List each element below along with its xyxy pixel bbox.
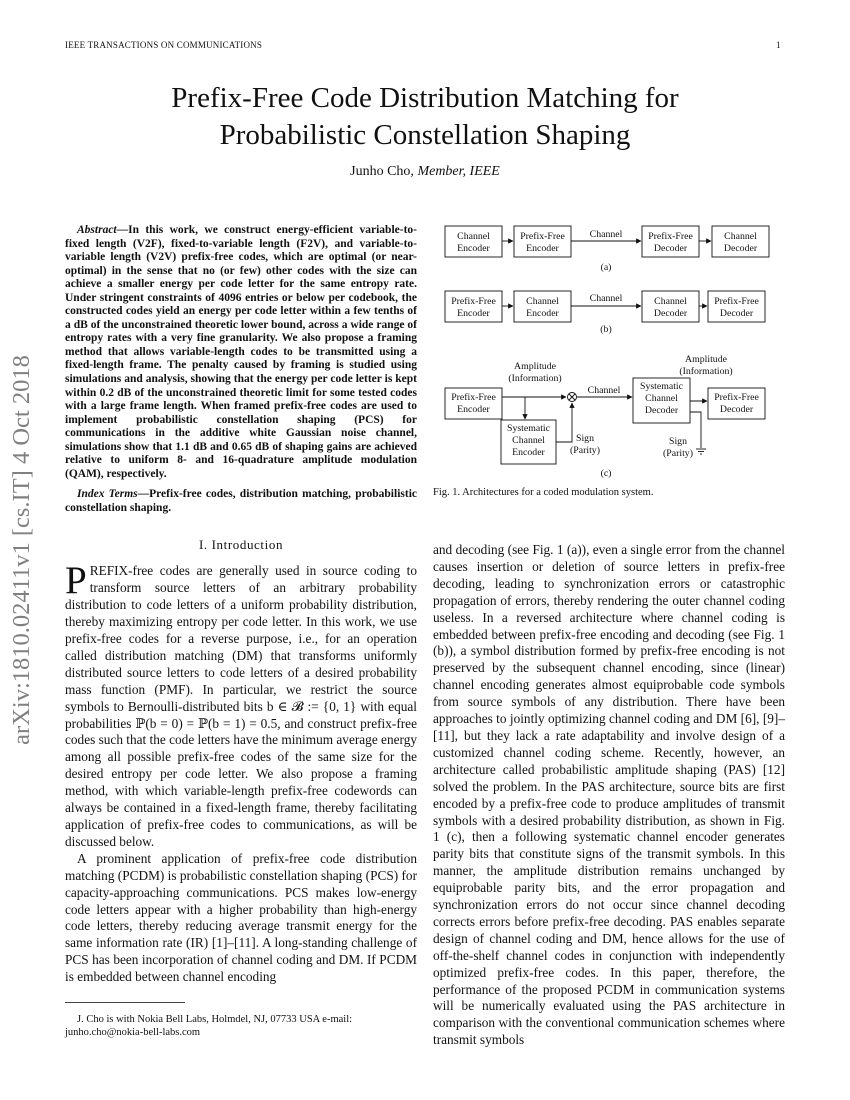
- c-amp-left-l1: Amplitude: [514, 361, 556, 372]
- c-sd-l1: Systematic: [640, 381, 683, 392]
- c-sign-right-l1: Sign: [669, 436, 687, 447]
- b-b3-l2: Decoder: [653, 308, 688, 319]
- c-sign-left-l2: (Parity): [570, 445, 600, 456]
- b-b4-l1: Prefix-Free: [714, 296, 759, 307]
- intro-p1-text: REFIX-free codes are generally used in source coding to transform source letters of an arbitrary probability distribution to code letters of a uniform probability distribution, thereby maximizing entropy per code letter. In this work, we use prefix-free codes for a reverse purpose, i.e., for an operation called distribution matching (DM) that transforms uniformly distributed source letters to code letters of a desired probability mass function (PMF). In particular, we restrict the source symbols to Bernoulli-distributed bits b ∈ 𝓑 := {0, 1} with equal probabilities ℙ(b = 0) = ℙ(b = 1) = 0.5, and construct prefix-free codes such that the code letters have the minimum average energy among all possible prefix-free codes of the same size for the desired entropy per code letter. We also propose a framing method, with which variable-length prefix-free codewords can always be contained in a fixed-length frame, thereby facilitating application of prefix-free codes to communications, as will be discussed below.: [65, 563, 417, 849]
- c-pfe-l1: Prefix-Free: [451, 392, 496, 403]
- paper-title: [0, 80, 850, 154]
- a-b2-l1: Prefix-Free: [520, 231, 565, 242]
- page-number: 1: [776, 40, 781, 50]
- drop-cap: P: [65, 559, 87, 603]
- c-amp-right-l1: Amplitude: [685, 354, 727, 365]
- c-sd-l2: Channel: [645, 393, 678, 404]
- abstract-label: Abstract: [77, 224, 117, 236]
- author-role: Member, IEEE: [417, 164, 500, 179]
- abstract-text: —In this work, we construct energy-efficient variable-to-fixed length (V2F), fixed-to-variable length (F2V), and variable-to-variable length (V2V) prefix-free codes, which are optimal (or near-optimal) in the sense that no (or few) other codes with the size can achieve a smaller energy per code letter for the same entropy rate. Under stringent constraints of 4096 entries or below per codebook, the constructed codes yield an energy per code letter within a few tenths of a dB of the unconstrained theoretic lower bound, across a wide range of entropy rates with a very fine granularity. We also propose a framing method that allows variable-length codes to be transmitted using a fixed-length frame. The penalty caused by framing is studied using simulations and analysis, showing that the energy per code letter is kept within 0.2 dB of the unconstrained theoretic limit for some tested codes with a large frame length. When framed prefix-free codes are used to implement probabilistic constellation shaping (PCS) for communications in the additive white Gaussian noise channel, simulations show that 1.1 dB and 0.65 dB of shaping gains are achieved relative to uniform 8- and 16-quadrature amplitude modulation (QAM), respectively.: [65, 224, 417, 480]
- left-column: [65, 224, 417, 986]
- c-pfd-l1: Prefix-Free: [714, 392, 759, 403]
- b-b1-l2: Encoder: [457, 308, 490, 319]
- section-heading: I. Introduction: [198, 537, 284, 553]
- b-b1-l1: Prefix-Free: [451, 296, 496, 307]
- c-pfe-l2: Encoder: [457, 404, 490, 415]
- index-terms-label: Index Terms: [77, 488, 138, 501]
- a-sublabel: (a): [600, 262, 612, 273]
- c-se-l1: Systematic: [507, 423, 550, 434]
- arxiv-id: arXiv:1810.02411v1 [cs.IT] 4 Oct 2018: [8, 355, 35, 745]
- title-line-1: Prefix-Free Code Distribution Matching for: [171, 82, 679, 114]
- c-se-l3: Encoder: [512, 447, 545, 458]
- c-se-l2: Channel: [512, 435, 545, 446]
- right-column: [433, 542, 785, 1049]
- b-b3-l1: Channel: [654, 296, 687, 307]
- c-channel-label: Channel: [587, 385, 621, 396]
- c-sign-left-l1: Sign: [576, 433, 594, 444]
- title-line-2: Probabilistic Constellation Shaping: [219, 119, 631, 151]
- b-sublabel: (b): [600, 324, 612, 335]
- author-name: Junho Cho,: [350, 164, 418, 179]
- b-b2-l2: Encoder: [526, 308, 559, 319]
- a-channel-label: Channel: [589, 229, 623, 240]
- b-b4-l2: Decoder: [719, 308, 754, 319]
- c-sd-l3: Decoder: [644, 405, 679, 416]
- c-sign-right-l2: (Parity): [663, 448, 693, 459]
- a-b3-l1: Prefix-Free: [648, 231, 693, 242]
- c-amp-right-l2: (Information): [679, 366, 733, 377]
- b-channel-label: Channel: [589, 293, 623, 304]
- footnote: J. Cho is with Nokia Bell Labs, Holmdel, NJ, 07733 USA e-mail: junho.cho@nokia-bell-labs.com: [65, 1014, 353, 1038]
- right-paragraph: and decoding (see Fig. 1 (a)), even a single error from the channel causes insertion or deletion of source letters in prefix-free decoding, leading to synchronization errors or catastrophic propagation of errors, thereby rendering the outer channel coding useless. In a reversed architecture where channel coding is embedded between prefix-free encoding and decoding (see Fig. 1 (b)), a symbol distribution formed by prefix-free encoding is not preserved by the subsequent channel encoding, since (linear) channel encoding generates almost equiprobable code symbols from source symbols of any distribution. There have been approaches to jointly optimizing channel coding and DM [6], [9]–[11], but they lack a rate adaptability and involve design of a customized channel coding scheme. Recently, however, an architecture called probabilistic amplitude shaping (PAS) [12] solved the problem. In the PAS architecture, source bits are first encoded by a prefix-free code to produce amplitudes of transmit symbols with a desired probability distribution, as shown in Fig. 1 (c), then a following systematic channel encoder generates parity bits that constitute signs of the transmit symbols. In this manner, the amplitude distribution remains unchanged by equiprobable parity bits, and the error propagation and synchronization errors do not occur since channel decoding corrects errors before prefix-free decoding. PAS enables separate design of channel coding and DM, hence allows for the use of off-the-shelf channel codes in conjunction with independently optimized prefix-free codes. In this paper, therefore, the performance of the proposed PCDM in communication systems will be numerically evaluated using the PAS architecture in comparison with the conventional communication schemes where transmit symbols: [433, 542, 785, 1048]
- a-b3-l2: Decoder: [653, 243, 688, 254]
- index-terms-text: —Prefix-free codes, distribution matching, probabilistic constellation shaping.: [65, 488, 417, 514]
- index-terms: [65, 488, 417, 515]
- author-line: [0, 164, 850, 180]
- journal-header: IEEE TRANSACTIONS ON COMMUNICATIONS: [65, 40, 263, 50]
- footnote-rule: [65, 1002, 185, 1003]
- intro-paragraph-2: A prominent application of prefix-free code distribution matching (PCDM) is probabilistic constellation shaping (PCS) for capacity-approaching communications. PCS makes low-energy code letters appear with a higher probability than high-energy code letters, thereby reducing average transmit energy for the same information rate (IR) [1]–[11]. A long-standing challenge of PCS has been incorporation of channel coding and DM. If PCDM is embedded between channel encoding: [65, 850, 417, 985]
- figure-caption: Fig. 1. Architectures for a coded modulation system.: [433, 487, 654, 498]
- figure-1-diagram: [433, 218, 785, 490]
- a-b4-l2: Decoder: [723, 243, 758, 254]
- a-b1-l2: Encoder: [457, 243, 490, 254]
- c-sublabel: (c): [600, 468, 612, 479]
- a-b2-l2: Encoder: [526, 243, 559, 254]
- intro-paragraph-1: [65, 559, 417, 850]
- a-b1-l1: Channel: [457, 231, 490, 242]
- abstract: [65, 224, 417, 481]
- b-b2-l1: Channel: [526, 296, 559, 307]
- c-pfd-l2: Decoder: [719, 404, 754, 415]
- c-amp-left-l2: (Information): [508, 373, 562, 384]
- a-b4-l1: Channel: [724, 231, 757, 242]
